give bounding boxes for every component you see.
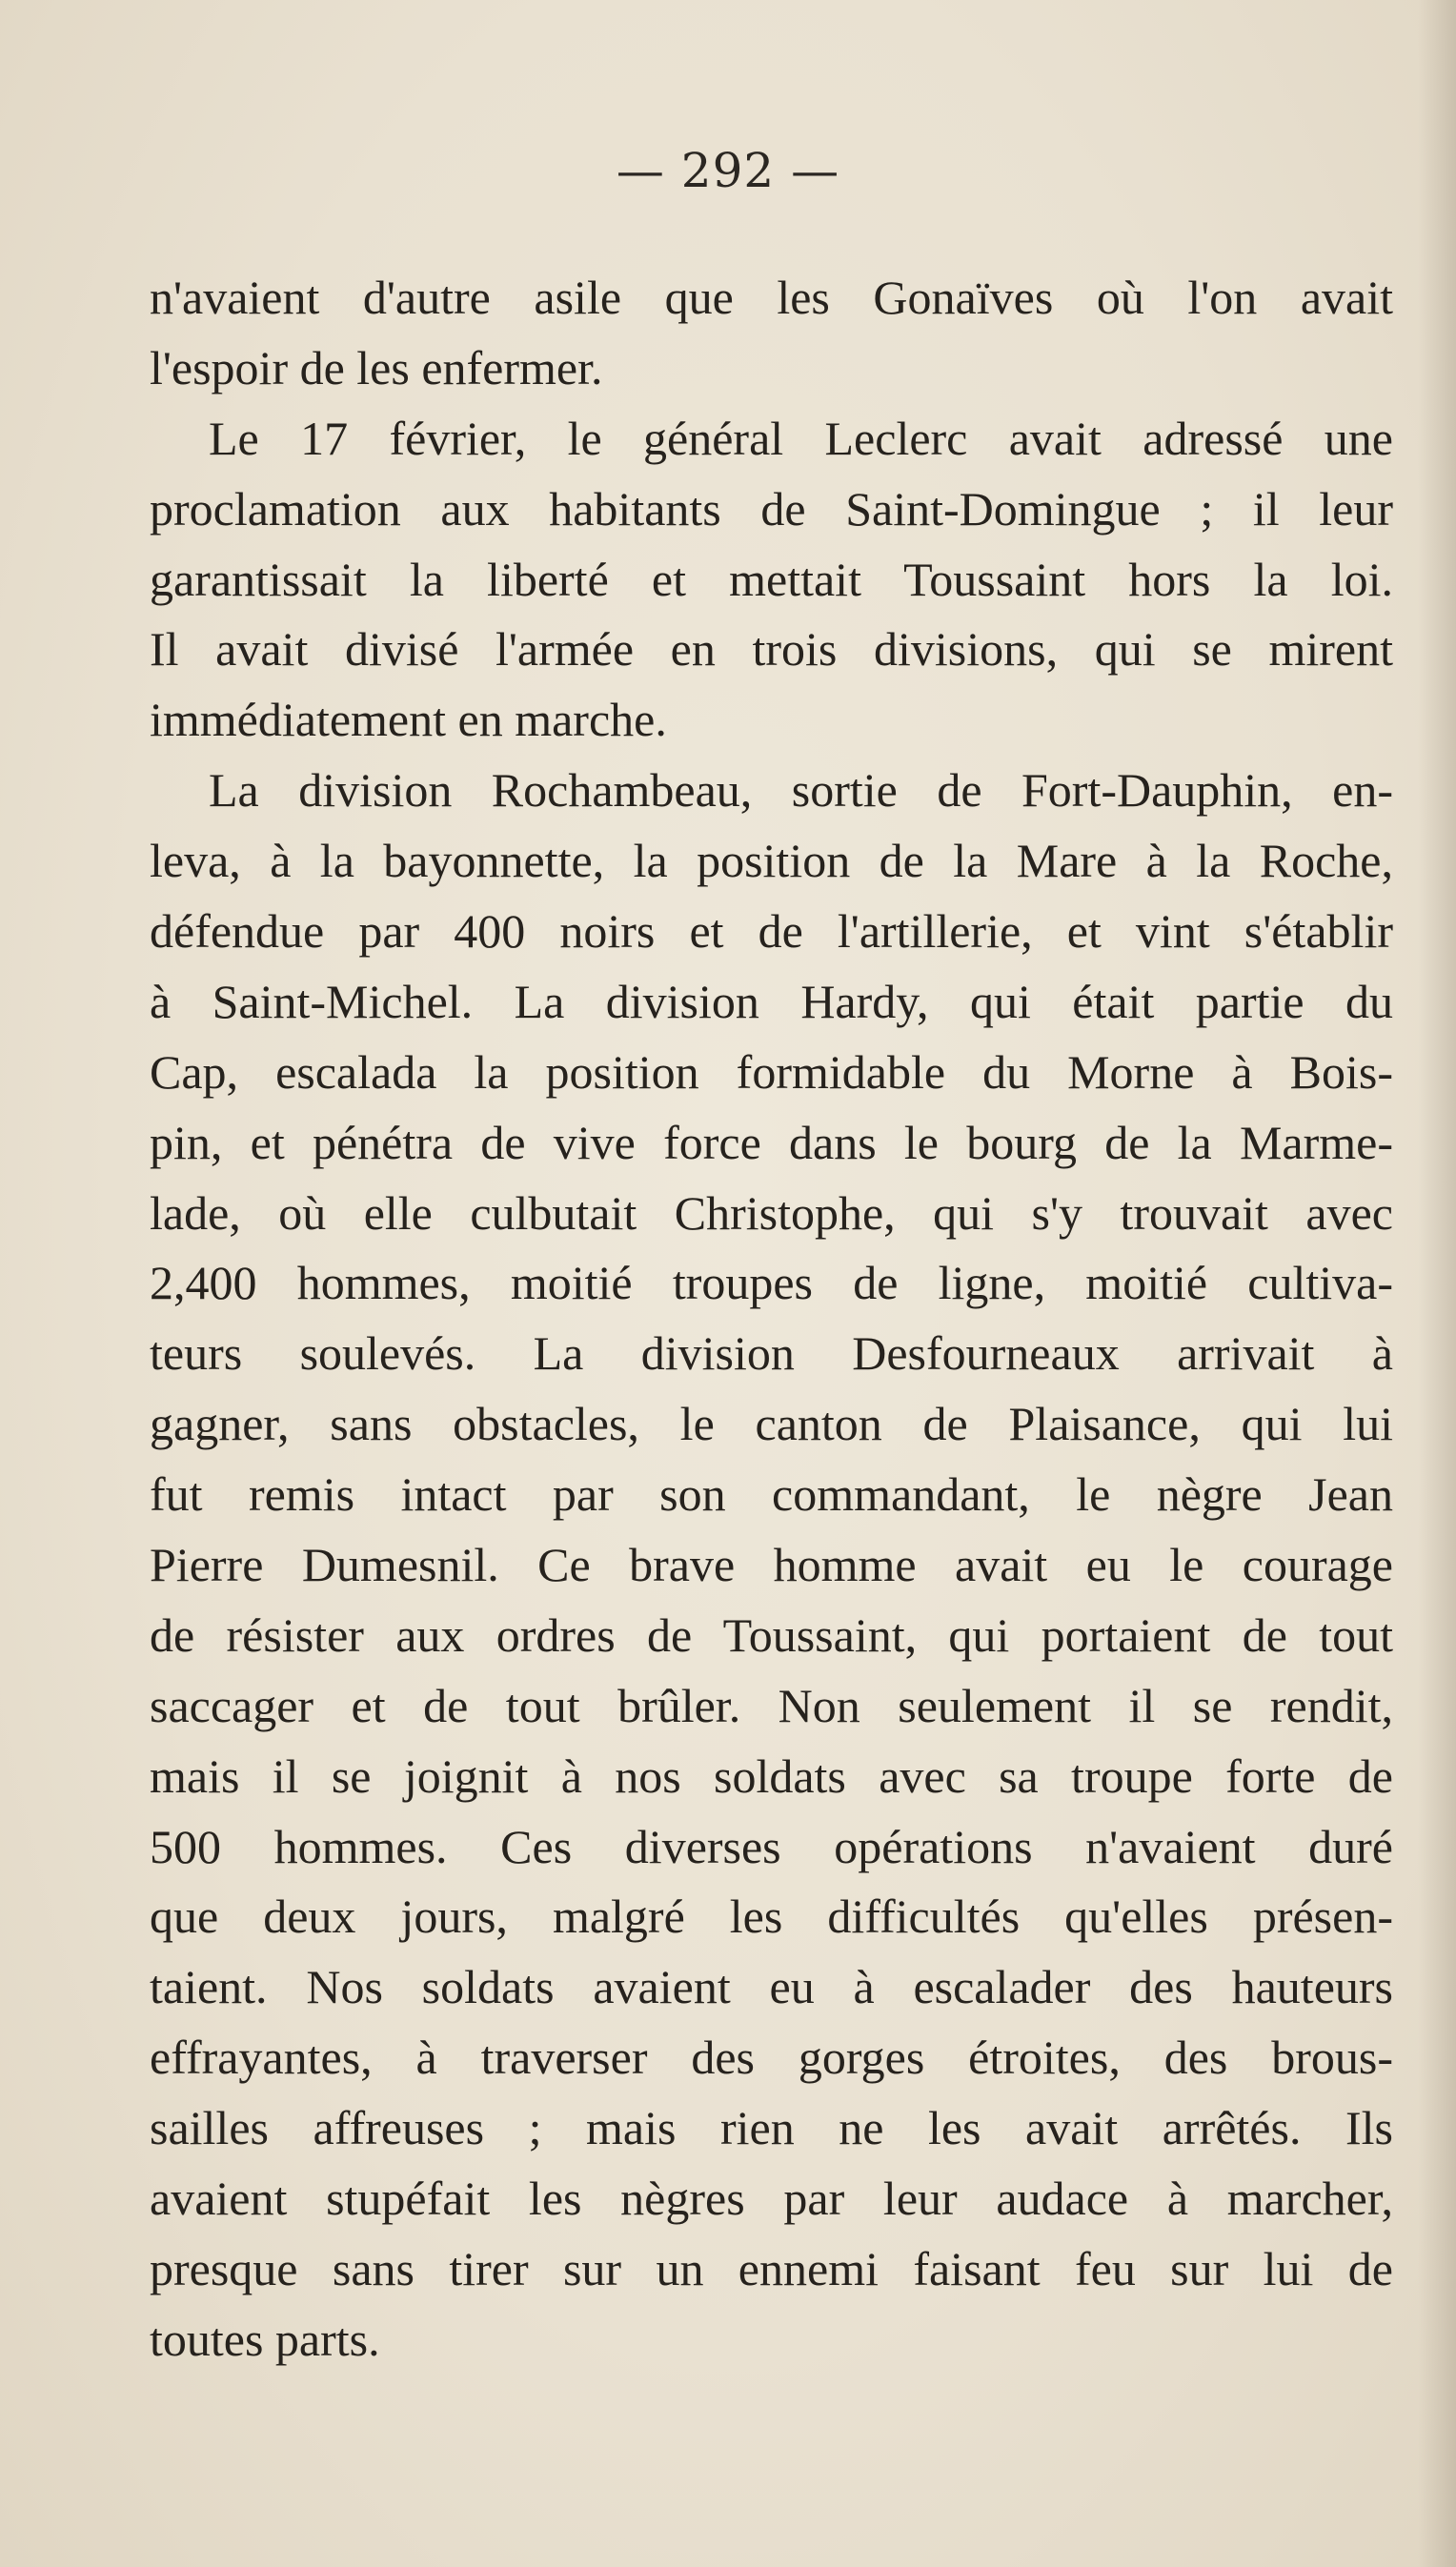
- text-line: teurs soulevés. La division Desfourneaux arrivait à: [150, 1326, 1393, 1381]
- text-line: Le 17 février, le général Leclerc avait adressé une: [209, 411, 1393, 465]
- text-line: avaient stupéfait les nègres par leur audace à marcher,: [150, 2172, 1393, 2226]
- text-line: de résister aux ordres de Toussaint, qui portaient de tout: [150, 1607, 1393, 1662]
- page-edge-shadow: [1418, 0, 1456, 2567]
- text-line: que deux jours, malgré les difficultés qu'elles présen-: [150, 1890, 1393, 1944]
- text-line: taient. Nos soldats avaient eu à escalader des hauteurs: [150, 1960, 1393, 2014]
- text-line: fut remis intact par son commandant, le nègre Jean: [150, 1467, 1393, 1522]
- text-line: n'avaient d'autre asile que les Gonaïves où l'on avait: [150, 271, 1393, 324]
- text-line: lade, où elle culbutait Christophe, qui s'y trouvait avec: [150, 1185, 1393, 1240]
- text-line: l'espoir de les enfermer.: [150, 340, 603, 394]
- text-line: garantissait la liberté et mettait Toussaint hors la loi.: [150, 552, 1393, 606]
- text-line: leva, à la bayonnette, la position de la Mare à la Roche,: [150, 834, 1393, 888]
- text-line: effrayantes, à traverser des gorges étroites, des brous-: [150, 2031, 1393, 2085]
- page-number: — 292 —: [616, 143, 840, 198]
- body-text: [150, 263, 1393, 2375]
- text-line: mais il se joignit à nos soldats avec sa troupe forte de: [150, 1748, 1393, 1803]
- text-line: 2,400 hommes, moitié troupes de ligne, moitié cultiva-: [150, 1256, 1393, 1310]
- text-line: Pierre Dumesnil. Ce brave homme avait eu le courage: [150, 1538, 1393, 1592]
- text-line: gagner, sans obstacles, le canton de Plaisance, qui lui: [150, 1397, 1393, 1451]
- text-line: proclamation aux habitants de Saint-Domingue ; il leur: [150, 481, 1393, 536]
- text-line: Cap, escalada la position formidable du Morne à Bois-: [150, 1044, 1393, 1099]
- text-line: presque sans tirer sur un ennemi faisant feu sur lui de: [150, 2241, 1393, 2295]
- text-line: sailles affreuses ; mais rien ne les avait arrêtés. Ils: [150, 2101, 1393, 2155]
- text-line: pin, et pénétra de vive force dans le bourg de la Marme-: [150, 1115, 1393, 1169]
- text-line: 500 hommes. Ces diverses opérations n'avaient duré: [150, 1819, 1393, 1873]
- text-line: toutes parts.: [150, 2312, 380, 2366]
- text-line: immédiatement en marche.: [150, 693, 667, 747]
- text-line: à Saint-Michel. La division Hardy, qui était partie du: [150, 974, 1393, 1028]
- text-line: La division Rochambeau, sortie de Fort-Dauphin, en-: [209, 763, 1393, 818]
- text-line: défendue par 400 noirs et de l'artillerie, et vint s'établir: [150, 904, 1393, 959]
- text-line: saccager et de tout brûler. Non seulement il se rendit,: [150, 1678, 1393, 1732]
- text-line: Il avait divisé l'armée en trois divisions, qui se mirent: [150, 622, 1393, 677]
